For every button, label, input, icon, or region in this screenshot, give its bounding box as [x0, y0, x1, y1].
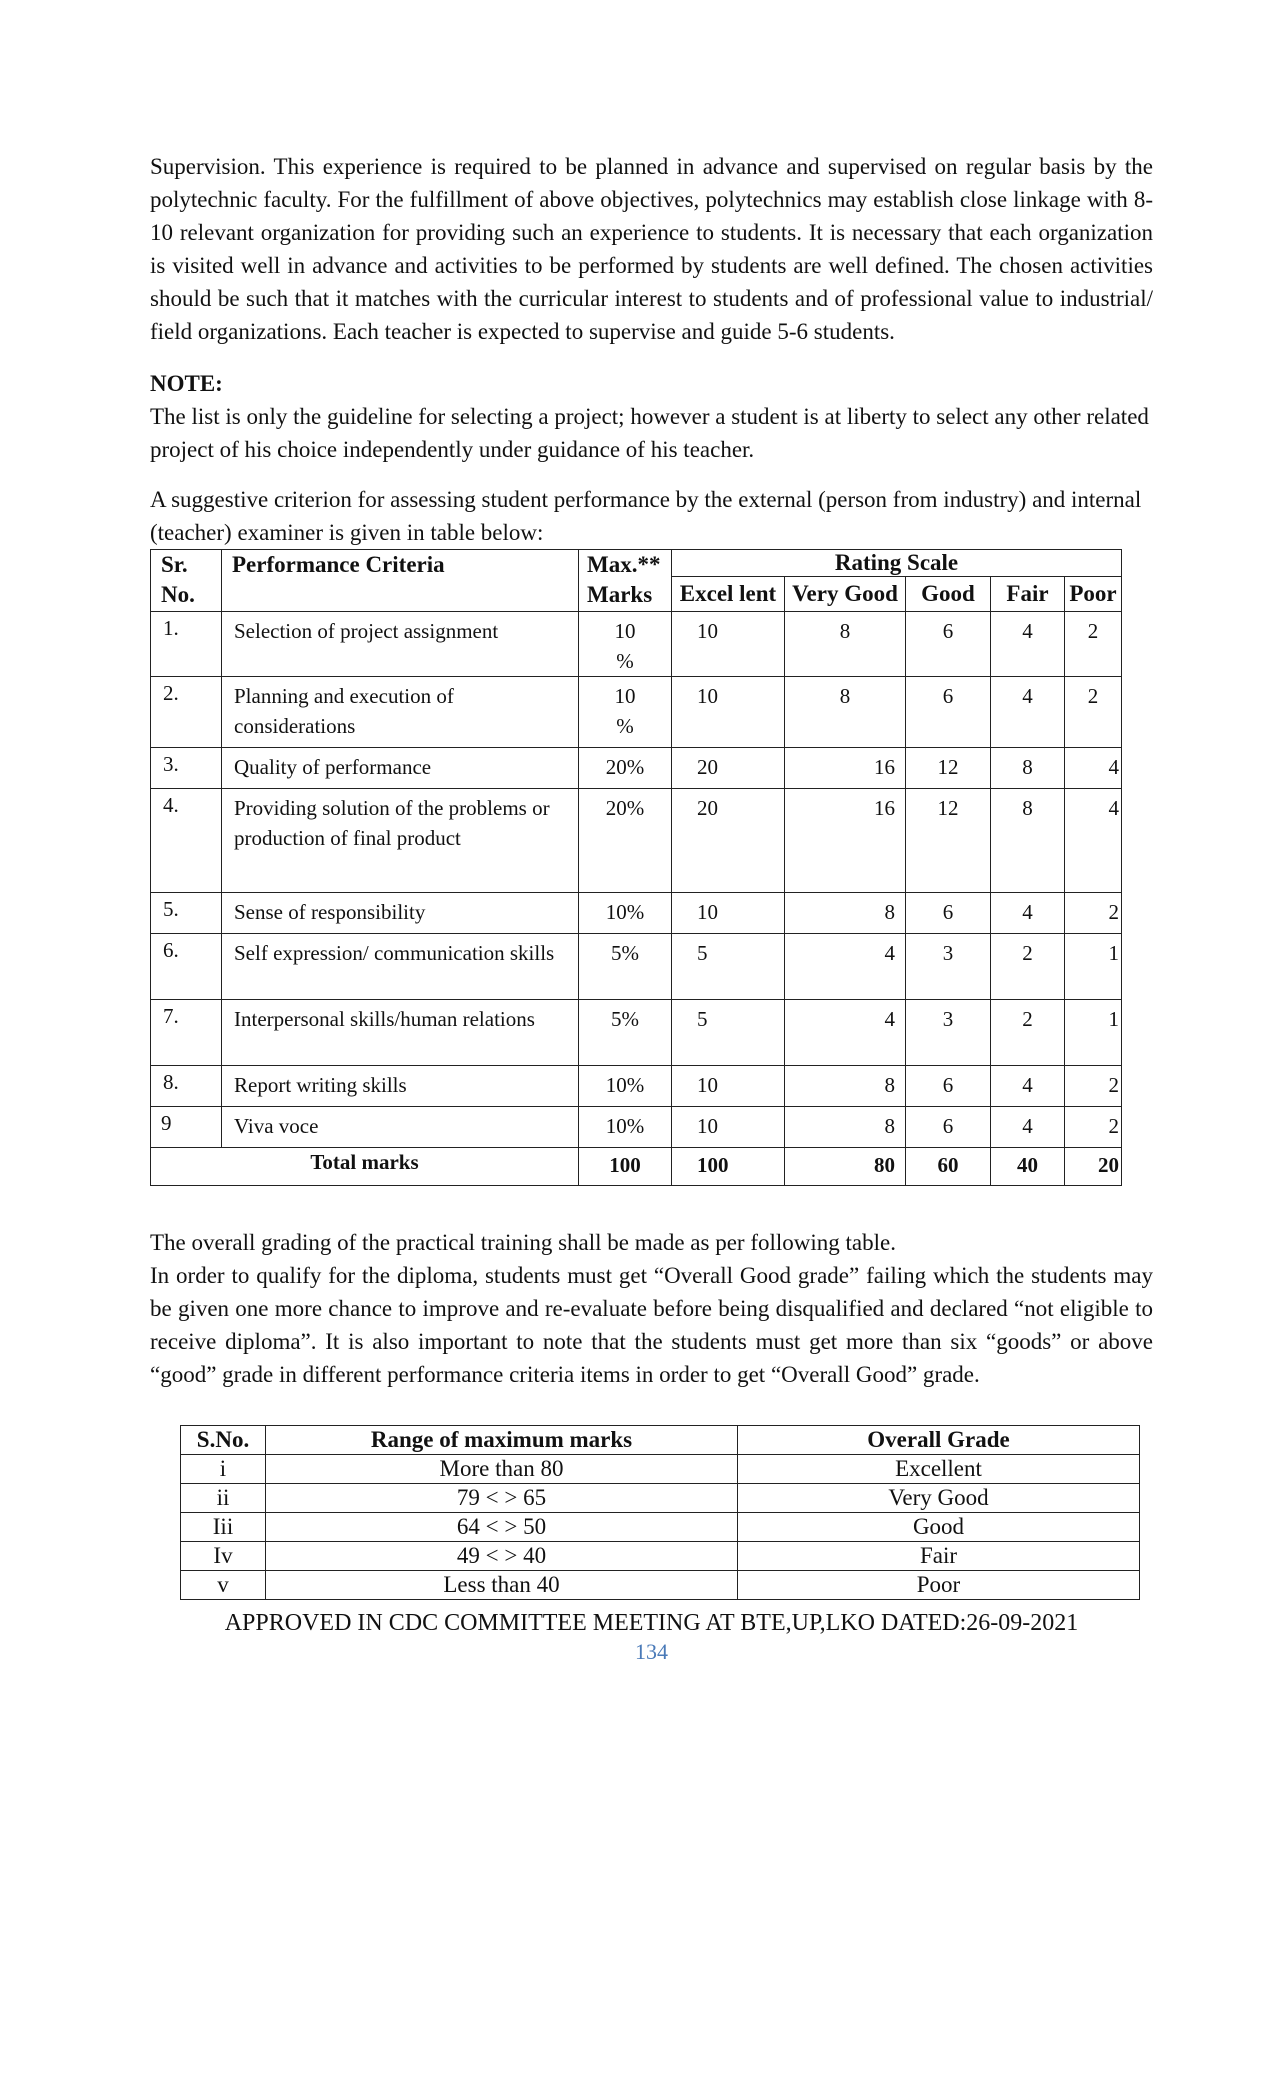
row-good: 6 — [906, 893, 991, 934]
row-good: 12 — [906, 748, 991, 789]
table-row — [151, 1066, 1122, 1107]
row-max: 10% — [579, 1107, 672, 1148]
row-poor: 2 — [1065, 1066, 1122, 1107]
grade-sno: Iii — [181, 1513, 266, 1542]
table-row — [151, 1000, 1122, 1066]
row-criteria: Providing solution of the problems or production of final product — [222, 789, 579, 893]
note-heading: NOTE: — [150, 371, 223, 396]
grade-sno: Iv — [181, 1542, 266, 1571]
row-very-good: 8 — [785, 1066, 906, 1107]
row-excellent: 10 — [672, 1107, 785, 1148]
table-row — [181, 1484, 1140, 1513]
row-poor: 4 — [1065, 748, 1122, 789]
grade-value: Good — [738, 1513, 1140, 1542]
row-good: 3 — [906, 934, 991, 1000]
row-good: 6 — [906, 677, 991, 748]
row-very-good: 8 — [785, 893, 906, 934]
grade-sno: ii — [181, 1484, 266, 1513]
row-excellent: 10 — [672, 1066, 785, 1107]
row-fair: 2 — [991, 934, 1065, 1000]
header-max-marks: Max.** Marks — [579, 550, 672, 612]
row-excellent: 20 — [672, 748, 785, 789]
grade-range: More than 80 — [266, 1455, 738, 1484]
table-row — [151, 934, 1122, 1000]
table-row — [151, 612, 1122, 677]
grade-range: 79 < > 65 — [266, 1484, 738, 1513]
row-max: 20% — [579, 789, 672, 893]
row-excellent: 10 — [672, 612, 785, 677]
row-criteria: Interpersonal skills/human relations — [222, 1000, 579, 1066]
row-max: 10% — [579, 893, 672, 934]
row-poor: 2 — [1065, 1107, 1122, 1148]
table-row — [151, 677, 1122, 748]
total-row — [151, 1148, 1122, 1186]
row-fair: 2 — [991, 1000, 1065, 1066]
row-very-good: 4 — [785, 934, 906, 1000]
grade-sno: i — [181, 1455, 266, 1484]
row-good: 12 — [906, 789, 991, 893]
row-very-good: 8 — [785, 677, 906, 748]
row-very-good: 4 — [785, 1000, 906, 1066]
row-sr: 3. — [151, 748, 222, 789]
document-page — [150, 150, 1153, 1665]
row-criteria: Report writing skills — [222, 1066, 579, 1107]
row-poor: 4 — [1065, 789, 1122, 893]
row-poor: 2 — [1065, 612, 1122, 677]
row-sr: 5. — [151, 893, 222, 934]
row-good: 3 — [906, 1000, 991, 1066]
table-row — [151, 1107, 1122, 1148]
header-poor: Poor — [1065, 577, 1122, 612]
header-overall-grade: Overall Grade — [738, 1426, 1140, 1455]
header-good: Good — [906, 577, 991, 612]
grade-value: Fair — [738, 1542, 1140, 1571]
header-fair: Fair — [991, 577, 1065, 612]
row-excellent: 10 — [672, 677, 785, 748]
page-number: 134 — [635, 1639, 668, 1664]
row-criteria: Viva voce — [222, 1107, 579, 1148]
row-sr: 8. — [151, 1066, 222, 1107]
row-excellent: 5 — [672, 934, 785, 1000]
performance-criteria-table — [150, 549, 1122, 1186]
row-criteria: Quality of performance — [222, 748, 579, 789]
row-sr: 9 — [151, 1107, 222, 1148]
row-max: 5% — [579, 1000, 672, 1066]
grading-intro: The overall grading of the practical training shall be made as per following table. — [150, 1230, 896, 1255]
row-poor: 2 — [1065, 677, 1122, 748]
table-row — [181, 1513, 1140, 1542]
grade-value: Excellent — [738, 1455, 1140, 1484]
row-sr: 2. — [151, 677, 222, 748]
note-text: The list is only the guideline for selecting a project; however a student is at liberty to select any other related project of his choice independently under guidance of his teacher. — [150, 404, 1149, 462]
intro-paragraph: Supervision. This experience is required to be planned in advance and supervised on regular basis by the polytechnic faculty. For the fulfillment of above objectives, polytechnics may establish close linkage with 8-10 relevant organization for providing such an experience to students. It is necessary that each organization is visited well in advance and activities to be performed by students are well defined. The chosen activities should be such that it matches with the curricular interest to students and of professional value to industrial/ field organizations. Each teacher is expected to supervise and guide 5-6 students. — [150, 154, 1153, 344]
total-label: Total marks — [151, 1148, 579, 1186]
grade-sno: v — [181, 1571, 266, 1600]
header-rating-scale: Rating Scale — [672, 550, 1122, 577]
total-poor: 20 — [1065, 1148, 1122, 1186]
row-poor: 2 — [1065, 893, 1122, 934]
approval-footer: APPROVED IN CDC COMMITTEE MEETING AT BTE,UP,LKO DATED:26-09-2021 — [224, 1610, 1079, 1636]
header-sno: S.No. — [181, 1426, 266, 1455]
row-excellent: 5 — [672, 1000, 785, 1066]
row-criteria: Selection of project assignment — [222, 612, 579, 677]
row-fair: 4 — [991, 612, 1065, 677]
grading-paragraph: In order to qualify for the diploma, students must get “Overall Good grade” failing which the students may be given one more chance to improve and re-evaluate before being disqualified and declared “not eligible to receive diploma”. It is also important to note that the students must get more than six “goods” or above “good” grade in different performance criteria items in order to get “Overall Good” grade. — [150, 1263, 1153, 1387]
row-fair: 4 — [991, 1107, 1065, 1148]
total-very-good: 80 — [785, 1148, 906, 1186]
total-max: 100 — [579, 1148, 672, 1186]
grade-value: Poor — [738, 1571, 1140, 1600]
table-row — [151, 748, 1122, 789]
table-row — [181, 1455, 1140, 1484]
table-row — [151, 789, 1122, 893]
row-criteria: Planning and execution of considerations — [222, 677, 579, 748]
row-poor: 1 — [1065, 1000, 1122, 1066]
row-good: 6 — [906, 1066, 991, 1107]
header-sr-no: Sr. No. — [151, 550, 222, 612]
row-max: 10 % — [579, 677, 672, 748]
grade-value: Very Good — [738, 1484, 1140, 1513]
row-fair: 8 — [991, 789, 1065, 893]
grade-range: 64 < > 50 — [266, 1513, 738, 1542]
row-fair: 4 — [991, 677, 1065, 748]
header-range: Range of maximum marks — [266, 1426, 738, 1455]
header-excellent: Excel lent — [672, 577, 785, 612]
grade-range: 49 < > 40 — [266, 1542, 738, 1571]
grade-range: Less than 40 — [266, 1571, 738, 1600]
row-max: 10% — [579, 1066, 672, 1107]
row-sr: 7. — [151, 1000, 222, 1066]
table-row — [181, 1542, 1140, 1571]
table-row — [151, 893, 1122, 934]
table-row — [181, 1571, 1140, 1600]
row-very-good: 16 — [785, 789, 906, 893]
row-very-good: 8 — [785, 1107, 906, 1148]
row-fair: 4 — [991, 893, 1065, 934]
header-very-good: Very Good — [785, 577, 906, 612]
row-max: 10 % — [579, 612, 672, 677]
row-very-good: 8 — [785, 612, 906, 677]
header-performance-criteria: Performance Criteria — [222, 550, 579, 612]
row-max: 20% — [579, 748, 672, 789]
row-sr: 1. — [151, 612, 222, 677]
total-good: 60 — [906, 1148, 991, 1186]
row-fair: 8 — [991, 748, 1065, 789]
row-excellent: 20 — [672, 789, 785, 893]
row-excellent: 10 — [672, 893, 785, 934]
row-criteria: Sense of responsibility — [222, 893, 579, 934]
total-excellent: 100 — [672, 1148, 785, 1186]
row-good: 6 — [906, 612, 991, 677]
total-fair: 40 — [991, 1148, 1065, 1186]
row-max: 5% — [579, 934, 672, 1000]
row-poor: 1 — [1065, 934, 1122, 1000]
criterion-intro: A suggestive criterion for assessing student performance by the external (person from industry) and internal (teacher) examiner is given in table below: — [150, 487, 1142, 545]
row-good: 6 — [906, 1107, 991, 1148]
row-fair: 4 — [991, 1066, 1065, 1107]
row-sr: 6. — [151, 934, 222, 1000]
row-criteria: Self expression/ communication skills — [222, 934, 579, 1000]
overall-grade-table — [180, 1425, 1140, 1600]
row-sr: 4. — [151, 789, 222, 893]
row-very-good: 16 — [785, 748, 906, 789]
